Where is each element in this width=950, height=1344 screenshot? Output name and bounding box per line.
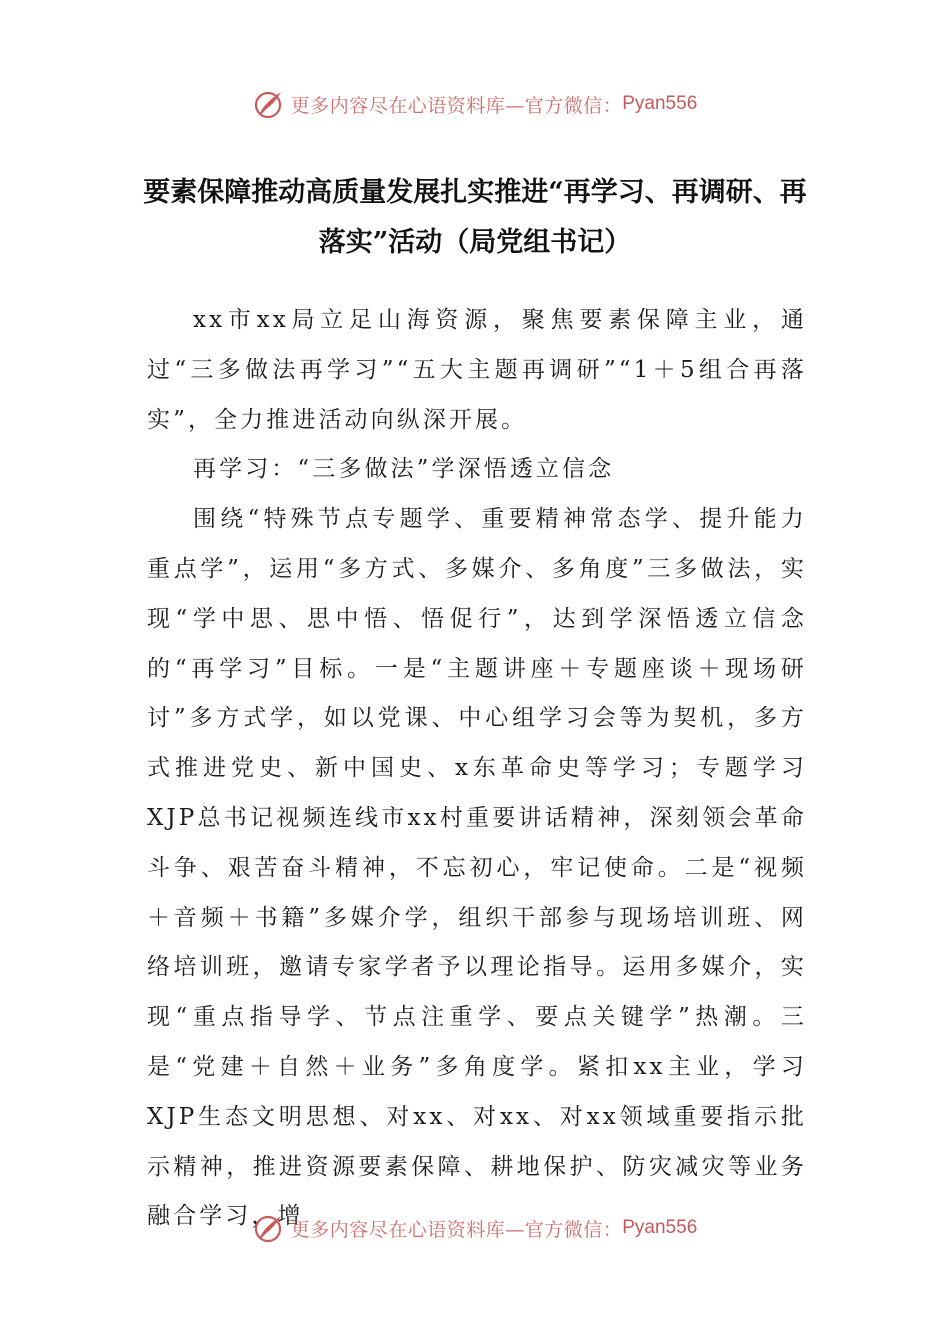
section-heading-relearn: 再学习：“三多做法”学深悟透立信念 — [193, 456, 615, 483]
watermark-text: 更多内容尽在心语资料库—官方微信： — [290, 1218, 623, 1241]
watermark-text: 更多内容尽在心语资料库—官方微信： — [290, 94, 623, 117]
header-watermark — [0, 84, 950, 124]
document-body — [147, 296, 807, 1242]
footer-watermark — [0, 1208, 950, 1248]
paragraph-intro: xx市xx局立足山海资源，聚焦要素保障主业，通过“三多做法再学习”“五大主题再调研”“1＋5组合再落实”，全力推进活动向纵深开展。 — [147, 307, 807, 433]
paragraph-relearn: 围绕“特殊节点专题学、重要精神常态学、提升能力重点学”，运用“多方式、多媒介、多角度”三多做法，实现“学中思、思中悟、悟促行”，达到学深悟透立信念的“再学习”目标。一是“主题讲座＋专题座谈＋现场研讨”多方式学，如以党课、中心组学习会等为契机，多方式推进党史、新中国史、x东革命史等学习；专题学习XJP总书记视频连线市xx村重要讲话精神，深刻领会革命斗争、艰苦奋斗精神，不忘初心，牢记使命。二是“视频＋音频＋书籍”多媒介学，组织干部参与现场培训班、网络培训班，邀请专家学者予以理论指导。运用多媒介，实现“重点指导学、节点注重学、要点关键学”热潮。三是“党建＋自然＋业务”多角度学。紧扣xx主业，学习XJP生态文明思想、对xx、对xx、对xx领域重要指示批示精神，推进资源要素保障、耕地保护、防灾减灾等业务融合学习，增 — [147, 506, 807, 1230]
quill-logo-icon — [253, 1211, 287, 1245]
watermark-wechat-id: Pyan556 — [622, 1217, 698, 1238]
watermark-wechat-id: Pyan556 — [622, 93, 698, 114]
quill-logo-icon — [253, 87, 287, 121]
document-title: 要素保障推动高质量发展扎实推进“再学习、再调研、再落实”活动（局党组书记） — [143, 177, 807, 258]
